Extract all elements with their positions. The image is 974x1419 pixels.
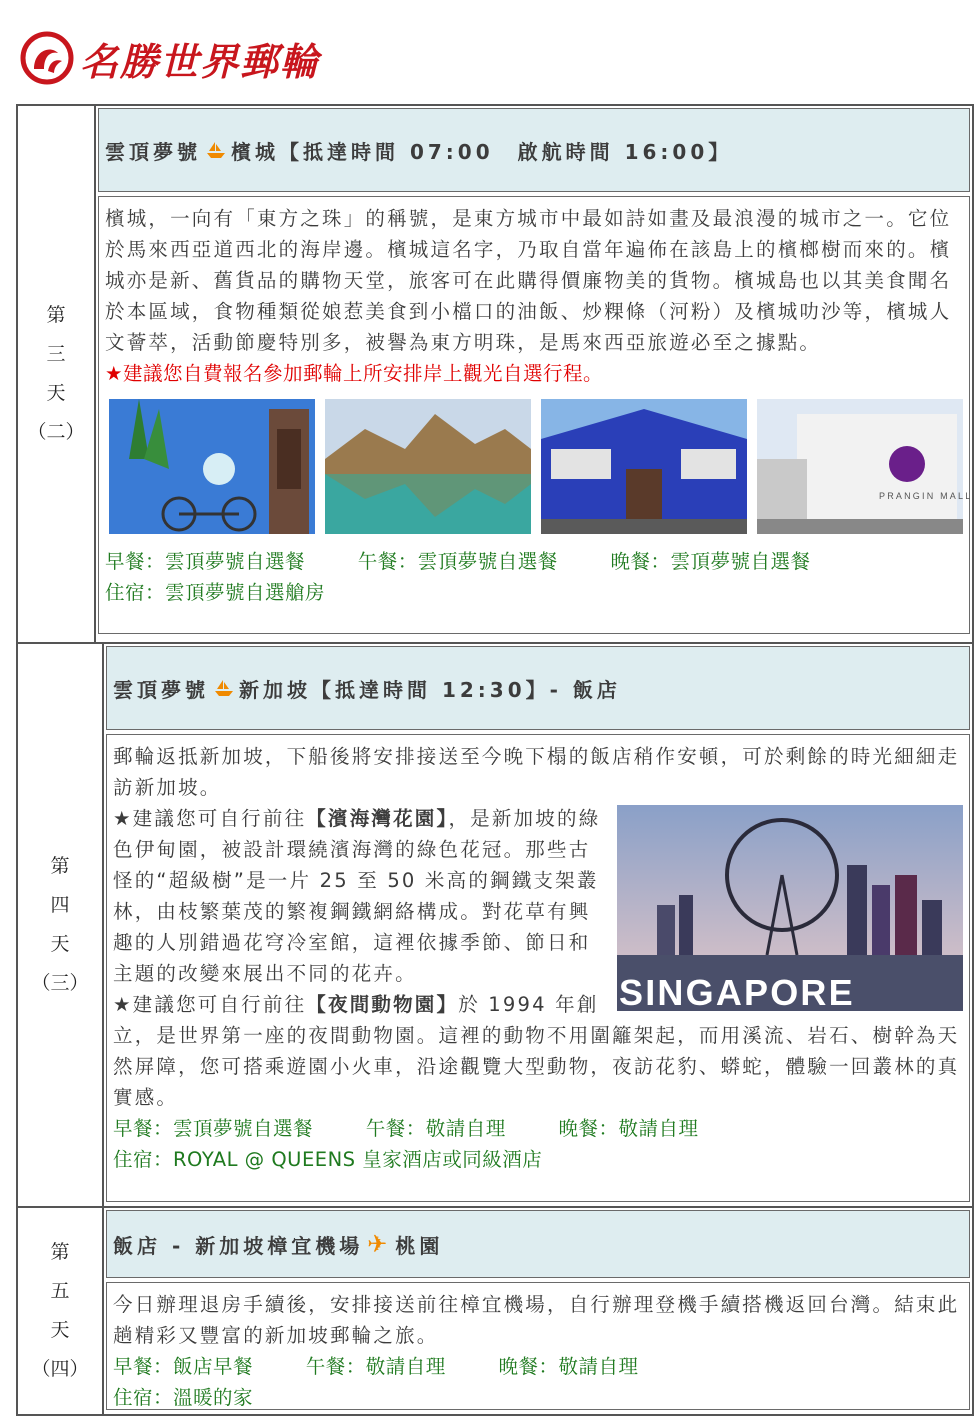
day-label <box>18 1208 104 1414</box>
day-row-4 <box>18 644 972 1208</box>
day-label-char: 三 <box>46 343 66 365</box>
day-label-weekday: （四） <box>31 1358 89 1380</box>
description-text: 檳城，一向有「東方之珠」的稱號，是東方城市中最如詩如畫及最浪漫的城市之一。它位於馬來西亞道西北的海岸邊。檳城這名字，乃取自當年遍佈在該島上的檳榔樹而來的。檳城亦是新、舊貨品的購物天堂，旅客可在此購得價廉物美的貨物。檳城島也以其美食聞名於本區域，食物種類從娘惹美食到小檔口的油飯、炒粿條（河粉）及檳城叻沙等，檳城人文薈萃，活動節慶特別多，被譽為東方明珠，是馬來西亞旅遊必至之據點。 <box>105 207 952 354</box>
suggest-prefix: ★建議您可自行前往 <box>113 807 307 830</box>
accommodation: 住宿：雲頂夢號自選艙房 <box>105 581 326 604</box>
attraction-text: 於 1994 年創立，是世界第一座的夜間動物園。這裡的動物不用圍籬架起，而用溪流、岩石、樹幹為天然屏障，您可搭乘遊園小火車，沿途觀覽大型動物，夜訪花豹、蟒蛇，體驗一回叢林的真實感。 <box>113 993 960 1109</box>
breakfast: 早餐：飯店早餐 <box>113 1355 254 1378</box>
meals <box>105 546 963 577</box>
suggest-prefix: ★建議您可自行前往 <box>113 993 307 1016</box>
meals <box>113 1113 963 1144</box>
ship-icon <box>213 677 235 699</box>
route-destination: 桃園 <box>395 1233 444 1258</box>
meals <box>113 1351 963 1382</box>
day-label-char: 四 <box>50 894 70 916</box>
day-row-3 <box>18 106 972 644</box>
brand-mark-icon <box>20 31 74 85</box>
breakfast: 早餐：雲頂夢號自選餐 <box>105 550 306 573</box>
singapore-skyline-photo <box>617 805 963 1011</box>
penang-street-photo <box>109 399 315 534</box>
lunch: 午餐：雲頂夢號自選餐 <box>357 550 558 573</box>
dinner: 晚餐：雲頂夢號自選餐 <box>610 550 811 573</box>
photo-strip <box>109 399 973 534</box>
mall-sign: PRANGIN MALL <box>879 491 973 501</box>
day-label <box>18 106 96 642</box>
skyline-caption: SINGAPORE <box>619 972 855 1013</box>
route-origin: 飯店 - 新加坡樟宜機場 <box>113 1233 364 1258</box>
attraction-name: 【濱海灣花園】 <box>306 807 449 830</box>
accommodation: 住宿：溫暖的家 <box>113 1386 254 1409</box>
lunch: 午餐：敬請自理 <box>365 1117 506 1140</box>
day-title <box>106 646 970 730</box>
ship-icon <box>205 139 227 161</box>
penang-lake-photo <box>325 399 531 534</box>
day-label-char: 天 <box>50 1319 70 1341</box>
destination-info: 新加坡【抵達時間 12:30】- 飯店 <box>239 677 621 702</box>
day-label <box>18 644 104 1206</box>
day-label-char: 天 <box>46 382 66 404</box>
dinner: 晚餐：敬請自理 <box>498 1355 639 1378</box>
destination-info: 檳城【抵達時間 07:00 啟航時間 16:00】 <box>231 139 733 164</box>
brand-name: 名勝世界郵輪 <box>80 38 321 84</box>
day-label-char: 五 <box>50 1280 70 1302</box>
day-label-weekday: （三） <box>31 972 89 994</box>
brand-logo <box>20 28 320 88</box>
day-label-char: 第 <box>50 1241 70 1263</box>
day-label-char: 第 <box>46 304 66 326</box>
day-label-char: 天 <box>50 933 70 955</box>
day-label-weekday: （二） <box>27 421 85 443</box>
day-description <box>98 196 973 634</box>
blue-mansion-photo <box>541 399 747 534</box>
ship-name: 雲頂夢號 <box>105 139 201 164</box>
day-label-char: 第 <box>50 855 70 877</box>
ship-name: 雲頂夢號 <box>113 677 209 702</box>
attraction-text: ，是新加坡的綠色伊甸園，被設計環繞濱海灣的綠色花冠。那些古怪的“超級樹”是一片 25 至 50 米高的鋼鐵支架叢林，由枝繁葉茂的繁複鋼鐵網絡構成。對花草有興趣的人別錯過花穹冷室館，這裡依據季節、節日和主題的改變來展出不同的花卉。 <box>113 807 601 985</box>
intro-text: 郵輪返抵新加坡，下船後將安排接送至今晚下榻的飯店稍作安頓，可於剩餘的時光細細走訪新加坡。 <box>113 745 960 799</box>
day-description <box>106 734 970 1202</box>
prangin-mall-photo <box>757 399 973 534</box>
accommodation: 住宿：ROYAL @ QUEENS 皇家酒店或同級酒店 <box>113 1148 543 1171</box>
day-title <box>98 108 970 192</box>
description-text: 今日辦理退房手續後，安排接送前往樟宜機場，自行辦理登機手續搭機返回台灣。結束此趟精彩又豐富的新加坡郵輪之旅。 <box>113 1293 960 1347</box>
dinner: 晚餐：敬請自理 <box>558 1117 699 1140</box>
airplane-icon: ✈ <box>367 1230 392 1258</box>
lunch: 午餐：敬請自理 <box>305 1355 446 1378</box>
itinerary-table <box>16 104 974 1416</box>
day-row-5 <box>18 1208 972 1414</box>
attraction-name: 【夜間動物園】 <box>306 993 459 1016</box>
day-description <box>106 1282 970 1410</box>
breakfast: 早餐：雲頂夢號自選餐 <box>113 1117 314 1140</box>
tour-suggestion: ★建議您自費報名參加郵輪上所安排岸上觀光自選行程。 <box>105 362 603 385</box>
day-title <box>106 1210 970 1278</box>
